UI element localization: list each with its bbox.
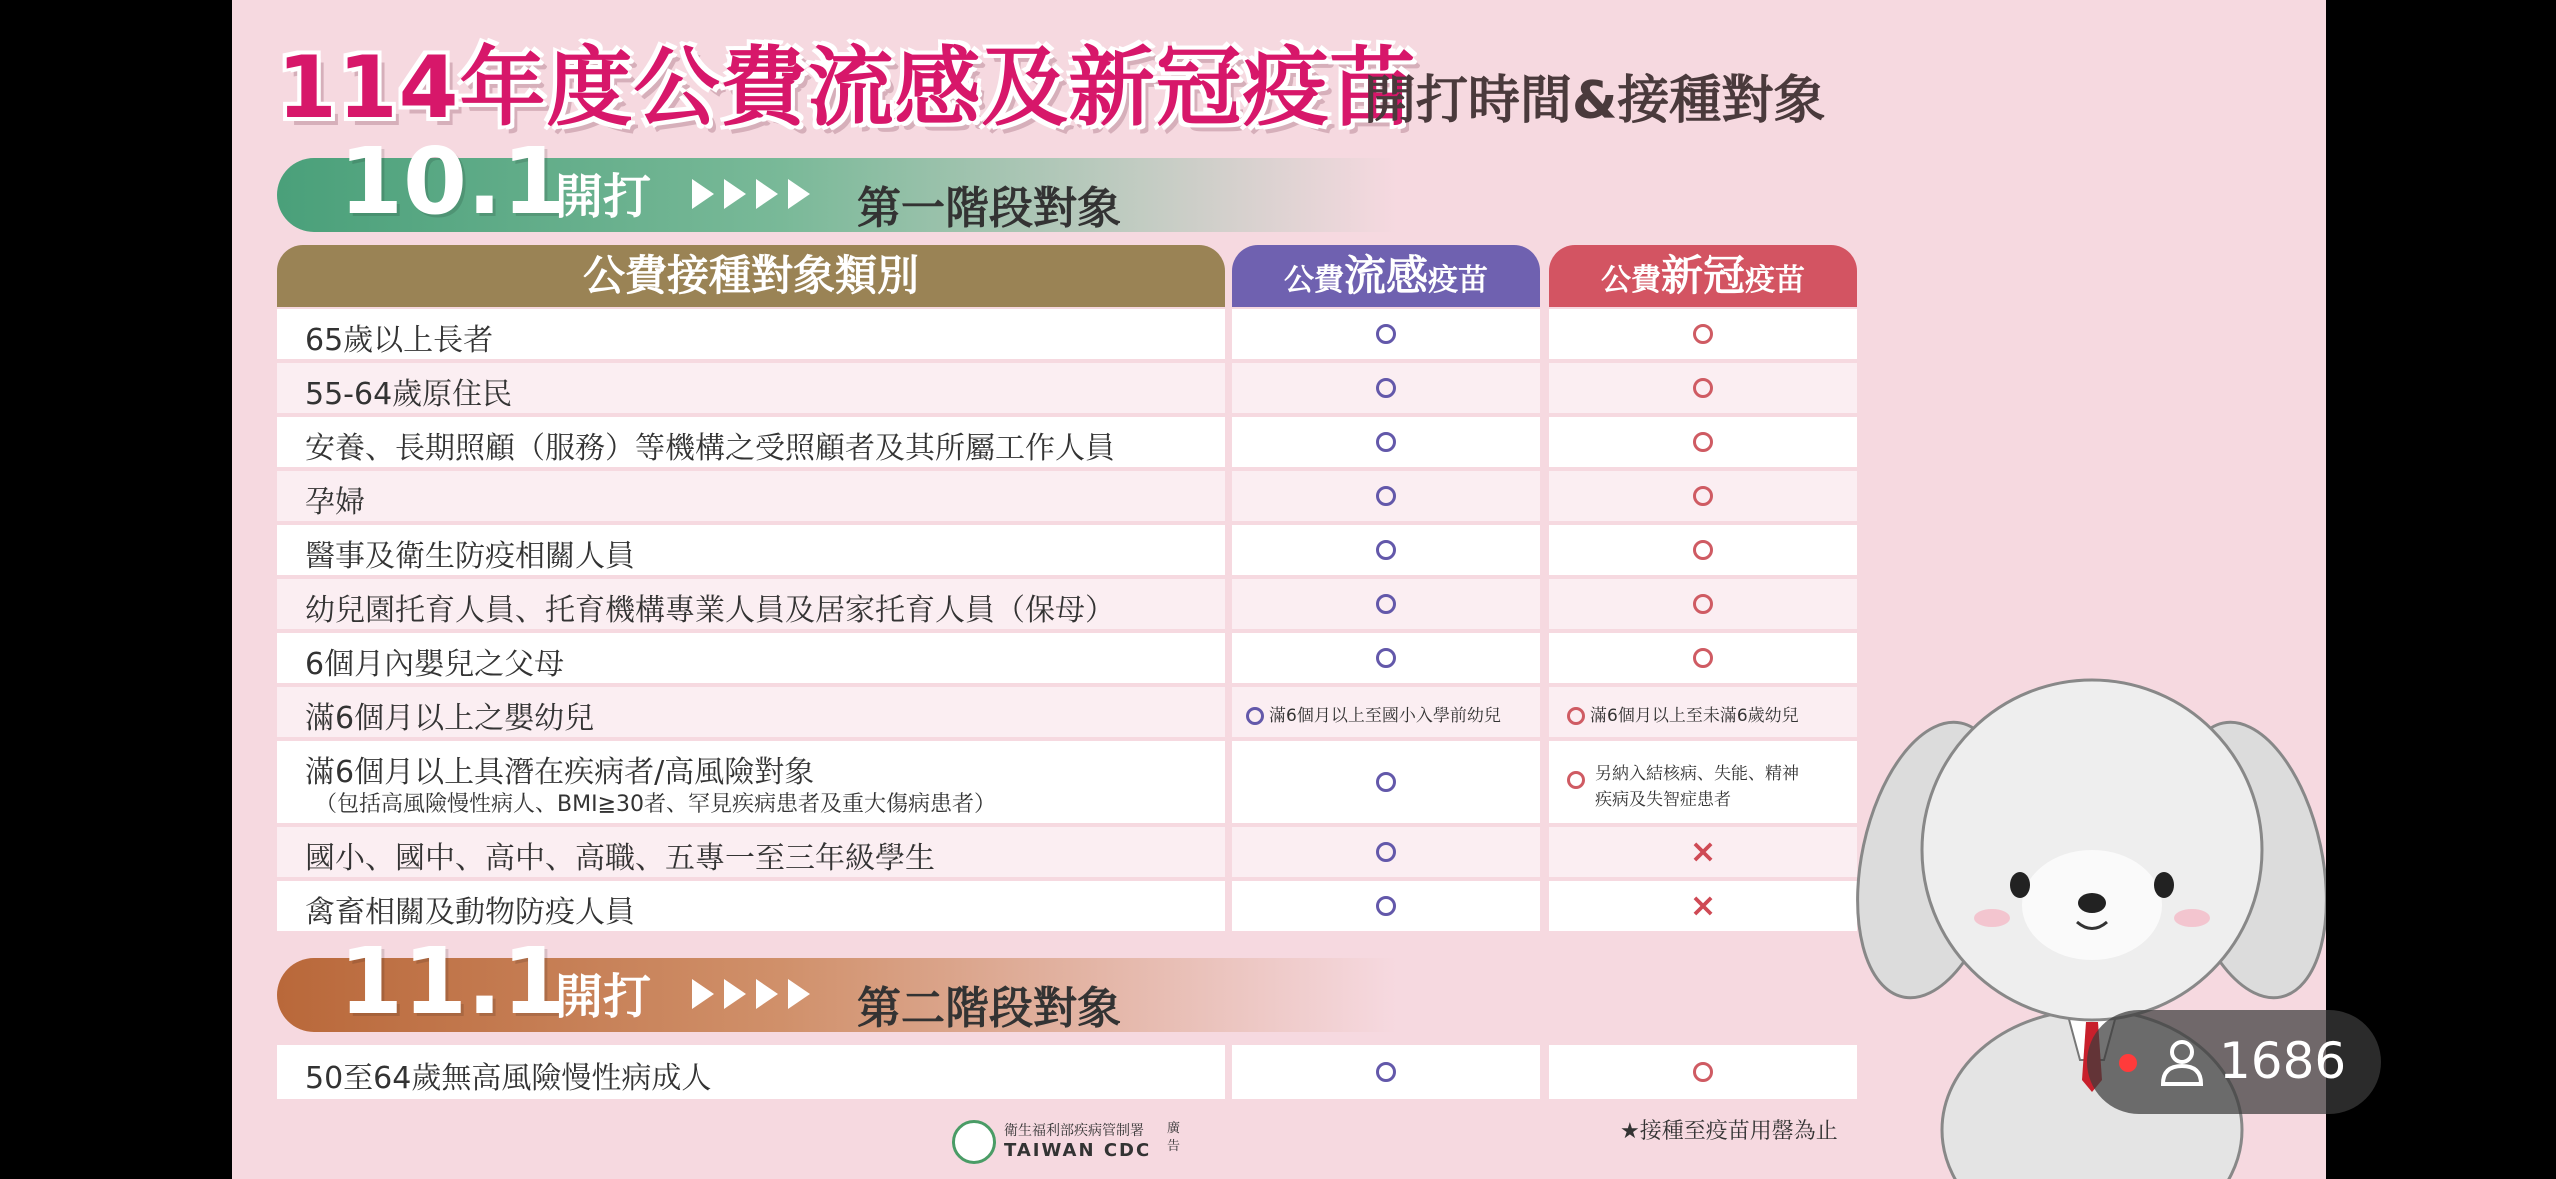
phase1-label: 第一階段對象 — [857, 183, 1121, 234]
row-label: 國小、國中、高中、高職、五專一至三年級學生 — [305, 841, 935, 876]
table-row — [277, 523, 1857, 577]
phase1-open-label: 開打 — [555, 169, 652, 225]
row-label: 禽畜相關及動物防疫人員 — [305, 895, 635, 930]
poster-subtitle: 開打時間&接種對象 — [1364, 71, 1826, 131]
footnote: ★接種至疫苗用罄為止 — [1620, 1119, 1838, 1144]
circle-icon — [1567, 771, 1585, 789]
circle-icon — [1693, 540, 1713, 560]
table-row — [277, 879, 1857, 933]
table-row — [277, 577, 1857, 631]
cross-icon: × — [1689, 886, 1717, 925]
row-label: 醫事及衛生防疫相關人員 — [305, 539, 635, 574]
table-row — [277, 307, 1857, 361]
circle-icon — [1693, 1062, 1713, 1082]
circle-icon — [1693, 324, 1713, 344]
table-row — [277, 685, 1857, 739]
table-row — [277, 631, 1857, 685]
phase1-banner — [277, 128, 1397, 235]
covid-note-line1: 另納入結核病、失能、精神 — [1595, 764, 1799, 784]
table-row — [277, 739, 1857, 825]
header-category: 公費接種對象類別 — [277, 245, 1225, 307]
flu-note: 滿6個月以上至國小入學前幼兒 — [1246, 701, 1501, 726]
circle-icon — [1376, 842, 1396, 862]
circle-icon — [1376, 540, 1396, 560]
row-label: 幼兒園托育人員、托育機構專業人員及居家托育人員（保母） — [305, 593, 1115, 628]
row-label: 滿6個月以上具潛在疾病者/高風險對象 — [305, 755, 815, 790]
row-label: 65歲以上長者 — [305, 323, 494, 358]
phase2-label: 第二階段對象 — [857, 983, 1121, 1034]
row-sublabel: （包括高風險慢性病人、BMI≧30者、罕見疾病患者及重大傷病患者） — [315, 792, 996, 817]
circle-icon — [1693, 378, 1713, 398]
table-row — [277, 825, 1857, 879]
row-label: 6個月內嬰兒之父母 — [305, 647, 565, 682]
table-row — [277, 361, 1857, 415]
footer-ad-label: 廣告 — [1167, 1121, 1181, 1154]
arrows-icon — [692, 179, 810, 209]
row-label: 安養、長期照顧（服務）等機構之受照顧者及其所屬工作人員 — [305, 431, 1115, 466]
circle-icon — [1376, 378, 1396, 398]
table-row — [277, 415, 1857, 469]
phase2-open-label: 開打 — [555, 969, 652, 1025]
row-label: 滿6個月以上之嬰幼兒 — [305, 701, 595, 736]
circle-icon — [1376, 648, 1396, 668]
table-row — [277, 469, 1857, 523]
circle-icon — [1693, 594, 1713, 614]
table-row — [277, 1043, 1857, 1101]
phase1-date: 10.1 — [339, 128, 566, 235]
person-icon — [2159, 1038, 2205, 1088]
live-dot-icon — [2119, 1054, 2137, 1072]
circle-icon — [1376, 486, 1396, 506]
circle-icon — [1376, 1062, 1396, 1082]
poster-title: 114年度公費流感及新冠疫苗 — [277, 38, 1417, 138]
circle-icon — [1376, 432, 1396, 452]
circle-icon — [1376, 772, 1396, 792]
circle-icon — [1693, 648, 1713, 668]
covid-note-line2: 疾病及失智症患者 — [1595, 790, 1731, 810]
cross-icon: × — [1689, 832, 1717, 871]
header-flu: 公費流感疫苗 — [1232, 245, 1540, 307]
arrows-icon — [692, 979, 810, 1009]
row-label: 孕婦 — [305, 485, 365, 520]
circle-icon — [1693, 486, 1713, 506]
row-label: 55-64歲原住民 — [305, 377, 513, 412]
circle-icon — [1376, 896, 1396, 916]
circle-icon — [1376, 324, 1396, 344]
circle-icon — [1246, 707, 1264, 725]
vaccine-poster-image — [232, 0, 2326, 1179]
footer-org-en: TAIWAN CDC — [1004, 1140, 1152, 1161]
covid-note: 滿6個月以上至未滿6歲幼兒 — [1567, 701, 1799, 726]
header-covid: 公費新冠疫苗 — [1549, 245, 1857, 307]
viewer-count: 1686 — [2219, 1032, 2347, 1090]
footer-org: 衛生福利部疾病管制署 — [1004, 1123, 1144, 1139]
row-label: 50至64歲無高風險慢性病成人 — [305, 1061, 712, 1096]
cdc-logo-icon — [952, 1120, 996, 1164]
live-viewer-badge — [2087, 1010, 2381, 1114]
circle-icon — [1376, 594, 1396, 614]
circle-icon — [1693, 432, 1713, 452]
phase2-date: 11.1 — [339, 928, 566, 1035]
circle-icon — [1567, 707, 1585, 725]
phase2-banner — [277, 928, 1397, 1035]
